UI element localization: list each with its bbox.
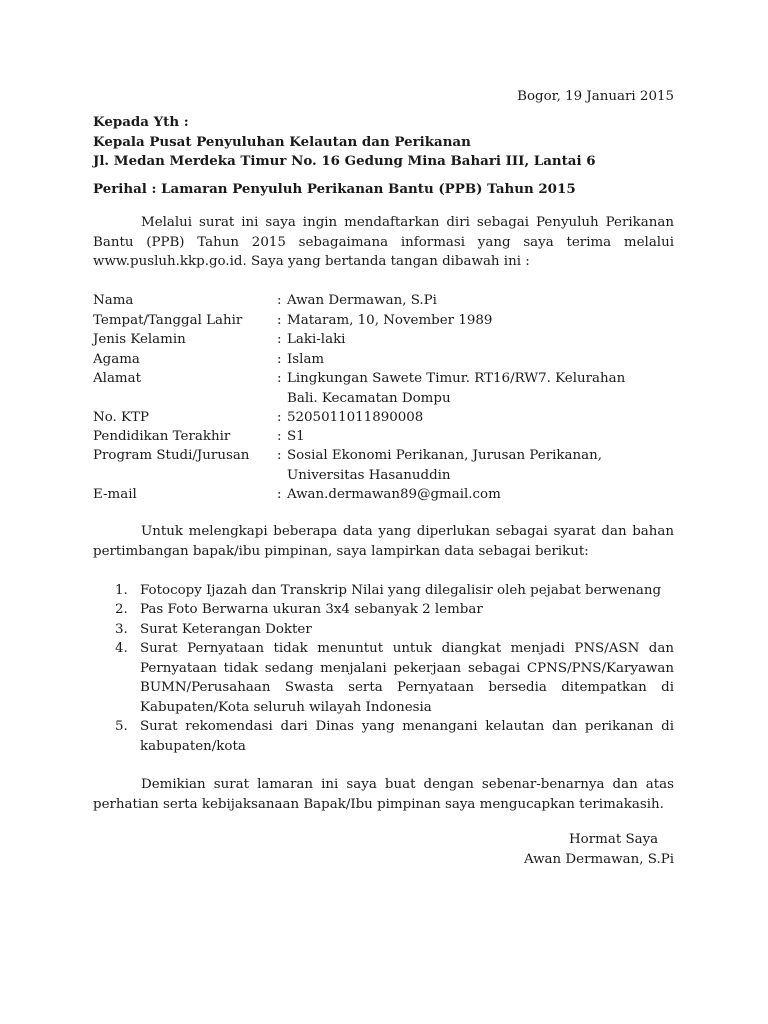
field-value: Laki-laki	[287, 332, 346, 347]
field-value: Awan.dermawan89@gmail.com	[287, 487, 501, 502]
field-label: Nama	[93, 293, 134, 308]
field-label: Program Studi/Jurusan	[93, 448, 250, 463]
field-value: Sosial Ekonomi Perikanan, Jurusan Perikanan, Universitas Hasanuddin	[287, 448, 602, 483]
field-label: Jenis Kelamin	[93, 332, 186, 347]
field-colon: :	[277, 293, 282, 308]
list-text: Surat Pernyataan tidak menuntut untuk diangkat menjadi PNS/ASN dan Pernyataan tidak sedang menjalani pekerjaan sebagai CPNS/PNS/Karyawan BUMN/Perusahaan Swasta serta Pernyataan bersedia ditempatkan di Kabupaten/Kota seluruh wilayah Indonesia	[140, 641, 674, 715]
field-colon: :	[277, 410, 282, 425]
field-colon: :	[277, 352, 282, 367]
list-number: 4.	[115, 641, 128, 656]
list-text: Pas Foto Berwarna ukuran 3x4 sebanyak 2 lembar	[140, 602, 483, 617]
field-value: Islam	[287, 352, 325, 367]
list-number: 5.	[115, 719, 128, 734]
list-text: Surat Keterangan Dokter	[140, 622, 312, 637]
field-colon: :	[277, 371, 282, 386]
field-colon: :	[277, 448, 282, 463]
field-value: Mataram, 10, November 1989	[287, 313, 493, 328]
field-value: 5205011011890008	[287, 410, 424, 425]
list-number: 3.	[115, 622, 128, 637]
field-colon: :	[277, 332, 282, 347]
signoff-greeting: Hormat Saya	[569, 832, 659, 847]
field-label: Tempat/Tanggal Lahir	[93, 313, 243, 328]
recipient-salutation: Kepada Yth :	[93, 114, 189, 130]
list-text: Surat rekomendasi dari Dinas yang menangani kelautan dan perikanan di kabupaten/kota	[140, 719, 674, 754]
signoff-name: Awan Dermawan, S.Pi	[524, 852, 674, 867]
letter-date: Bogor, 19 Januari 2015	[517, 89, 674, 104]
field-label: Pendidikan Terakhir	[93, 429, 231, 444]
field-label: Alamat	[93, 371, 141, 386]
recipient-name: Kepala Pusat Penyuluhan Kelautan dan Perikanan	[93, 134, 471, 150]
field-value: Awan Dermawan, S.Pi	[287, 293, 437, 308]
field-label: E-mail	[93, 487, 137, 502]
field-label: Agama	[93, 352, 140, 367]
intro-paragraph: Melalui surat ini saya ingin mendaftarkan diri sebagai Penyuluh Perikanan Bantu (PPB) Tahun 2015 sebagaimana informasi yang saya terima melalui www.pusluh.kkp.go.id. Saya yang bertanda tangan dibawah ini :	[93, 215, 674, 269]
field-value: Lingkungan Sawete Timur. RT16/RW7. Kelurahan Bali. Kecamatan Dompu	[287, 371, 626, 406]
recipient-address: Jl. Medan Merdeka Timur No. 16 Gedung Mina Bahari III, Lantai 6	[93, 153, 596, 169]
field-label: No. KTP	[93, 410, 150, 425]
letter-page	[93, 0, 674, 1024]
list-text: Fotocopy Ijazah dan Transkrip Nilai yang dilegalisir oleh pejabat berwenang	[140, 583, 662, 598]
field-colon: :	[277, 487, 282, 502]
list-number: 2.	[115, 602, 128, 617]
list-number: 1.	[115, 583, 128, 598]
letter-subject: Perihal : Lamaran Penyuluh Perikanan Bantu (PPB) Tahun 2015	[93, 181, 576, 197]
attachments-intro: Untuk melengkapi beberapa data yang diperlukan sebagai syarat dan bahan pertimbangan bapak/ibu pimpinan, saya lampirkan data sebagai berikut:	[93, 524, 674, 559]
closing-paragraph: Demikian surat lamaran ini saya buat dengan sebenar-benarnya dan atas perhatian serta kebijaksanaan Bapak/Ibu pimpinan saya mengucapkan terimakasih.	[93, 777, 674, 812]
field-colon: :	[277, 313, 282, 328]
field-colon: :	[277, 429, 282, 444]
field-value: S1	[287, 429, 305, 444]
